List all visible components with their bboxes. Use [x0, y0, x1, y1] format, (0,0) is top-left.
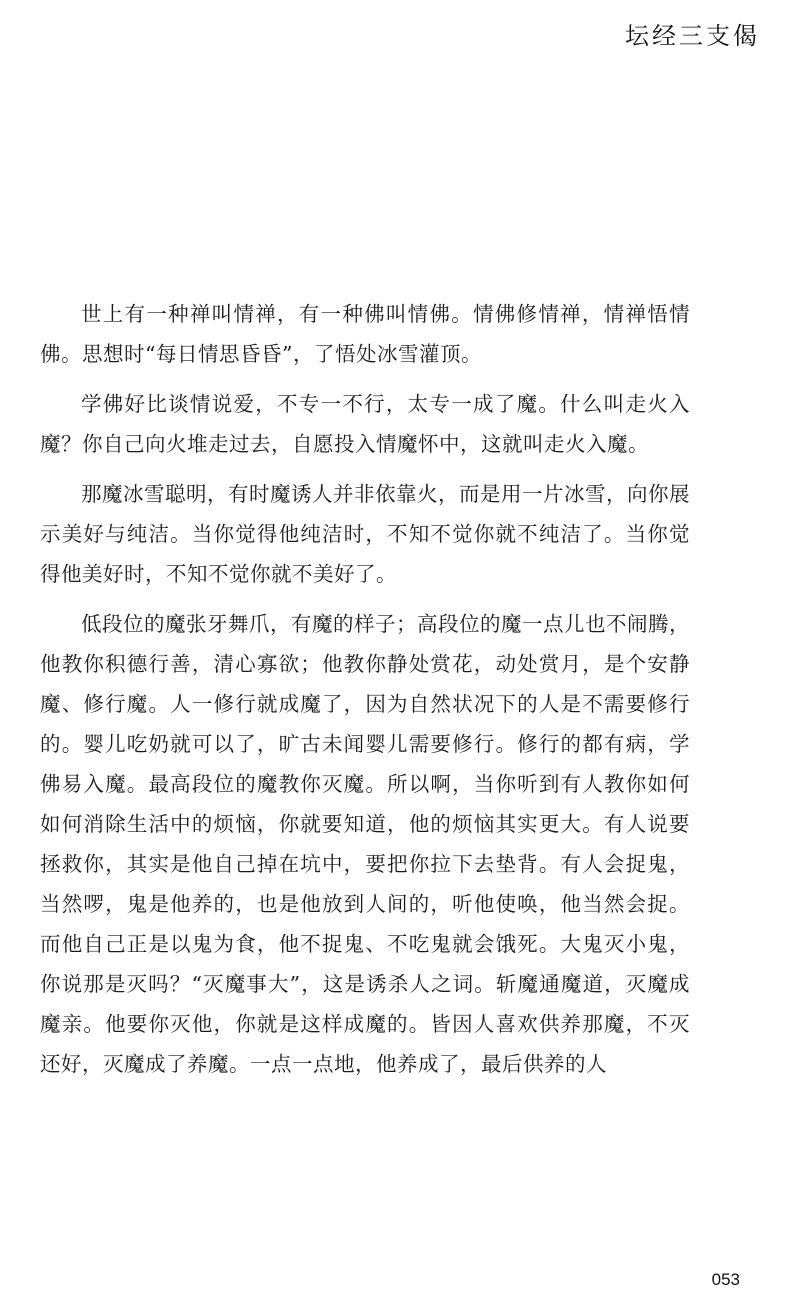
page-number: 053 [711, 1270, 740, 1289]
paragraph-1: 世上有一种禅叫情禅，有一种佛叫情佛。情佛修情禅，情禅悟情佛。思想时“每日情思昏昏”，了悟处冰雪灌顶。 [40, 302, 690, 366]
body-text [40, 294, 690, 1094]
running-header-title: 坛经三支偈 [625, 22, 760, 50]
paragraph-3: 那魔冰雪聪明，有时魔诱人并非依靠火，而是用一片冰雪，向你展示美好与纯洁。当你觉得他纯洁时，不知不觉你就不纯洁了。当你觉得他美好时，不知不觉你就不美好了。 [40, 482, 690, 586]
paragraph-2: 学佛好比谈情说爱，不专一不行，太专一成了魔。什么叫走火入魔？你自己向火堆走过去，自愿投入情魔怀中，这就叫走火入魔。 [40, 392, 690, 456]
paragraph-4: 低段位的魔张牙舞爪，有魔的样子；高段位的魔一点儿也不闹腾，他教你积德行善，清心寡欲；他教你静处赏花，动处赏月，是个安静魔、修行魔。人一修行就成魔了，因为自然状况下的人是不需要修行的。婴儿吃奶就可以了，旷古未闻婴儿需要修行。修行的都有病，学佛易入魔。最高段位的魔教你灭魔。所以啊，当你听到有人教你如何如何消除生活中的烦恼，你就要知道，他的烦恼其实更大。有人说要拯救你，其实是他自己掉在坑中，要把你拉下去垫背。有人会捉鬼，当然啰，鬼是他养的，也是他放到人间的，听他使唤，他当然会捉。而他自己正是以鬼为食，他不捉鬼、不吃鬼就会饿死。大鬼灭小鬼，你说那是灭吗？“灭魔事大”，这是诱杀人之词。斩魔通魔道，灭魔成魔亲。他要你灭他，你就是这样成魔的。皆因人喜欢供养那魔，不灭还好，灭魔成了养魔。一点一点地，他养成了，最后供养的人 [40, 612, 690, 1076]
